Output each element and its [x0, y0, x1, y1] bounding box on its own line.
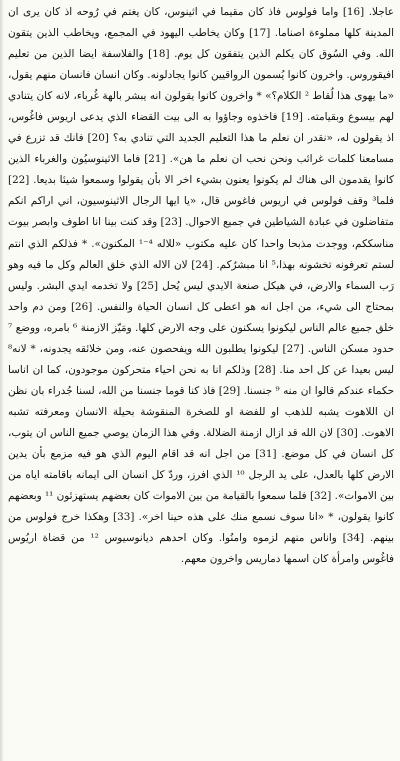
arabic-body-text: عاجلا. [16] واما فولوس فاذ كان مقيما في اثينوس، كان يغتم في رُوحه اذ كان يرى ان المدينة كلها مملوءة اصناما. [17] وكان يخاطب اليهود في المجمع، ويخاطب الذين يتقون الله. وفي السُوق كان يكلم الذين يتفقون كل يوم. [18] والفلاسفة ايضا الذين من تعليم افيقوروس. واخرون كانوا يُسمون الرواقيين كانوا يجادلونه. وكان انسان فانسان منهم يقول، «ما يهوى هذا لُقاط ² الكلام؟» * واخرون كانوا يقولون انه يبشر بالهة غُرباء، لانه كان يتنادي لهم بيسوع وبقيامته. [19] فاخذوه وجاؤوا به الى بيت القضاء الذي يدعى اريوس فاغُوس، اذ يقولون له، «نقدر ان نعلم ما هذا التعليم الجديد التي تنادي به؟ [20] فانك قد تزرع في مسامعنا كلمات غرائب ونحن نحب ان نعلم ما هن». [21] فاما الاثينوسيُون والغرباء الذين كانوا يقدمون الى هناك لم يكونوا يعنون بشيء اخر الا بأن يقولوا وسمعوا شيئا بديعا. [22] فلما³ وقف فولوس في اريوس فاغوس قال، «يا ايها الرجال الاثينوسيون، اني اراكم انكم متفاضلون في عبادة الشياطين في جميع الاحوال. [23] وقد كنت بينا انا اطوف وابصر بيوت مناسككم، ووجدت مذبحا واحدا كان عليه مكتوب «للاله ⁴⁻¹ المكنون». * فذلكم الذي انتم لستم تعرفونه تخشونه بهذا،⁵ انا مبشرُكم. [24] لان الاله الذي خلق العالم وكل ما فيه وهو رَب السماء والارض، في هيكل صنعة الايدي ليس يُحل [25] ولا تخدمه ايدي البشر. وليس بمحتاج الى شيء، من اجل انه هو اعطى كل انسان الحياة والنفس. [26] ومن دم واحد خلق جميع عالم الناس ليكونوا يسكنون على وجه الارض كلها. ومَيّز الازمنة ⁶ بامره، ووضع ⁷ حدود مسكن الناس. [27] ليكونوا يطلبون الله ويفحصون عنه، ومن خلائقه يجدونه، * لانه⁸ ليس بعيدا عن كل احد منا. [28] وذلكم انا به نحن احياء متحركون موجودون، كما ان اناسا حكماء عندكم قالوا ان منه ⁹ جنسنا. [29] فاذ كنا قوما جنسنا من الله، لسنا جُدراء بان نظن ان اللاهوت يشبه للذهب او للفضة او للصخرة المنقوشة بحيلة الانسان ومعرفته تشبه الاهوت. [30] لان الله قد ازال ازمنة الضلالة. وفي هذا الزمان يوصي جميع الناس ان يتوب، كل انسان في كل موضع. [31] من اجل انه قد اقام اليوم الذي هو فيه مزمع بأن يدين الارض كلها بالعدل، على يد الرجل ¹⁰ الذي افرز، وردّ كل انسان الى ايمانه باقامته اياه من بين الاموات». [32] فلما سمعوا بالقيامة من بين الاموات كان بعضهم يستهزئون ¹¹ وبعضهم كانوا يقولون، * «انا سوف نسمع منك على هذه حينا اخر». [33] وهكذا خرج فولوس من بينهم. [34] واناس منهم لزموه وامنُوا. وكان احدهم ديانوسيوس ¹² من قضاة اريُوس فاغُوس وامرأة كان اسمها دماريس واخرون معهم. — [8, 6, 395, 566]
